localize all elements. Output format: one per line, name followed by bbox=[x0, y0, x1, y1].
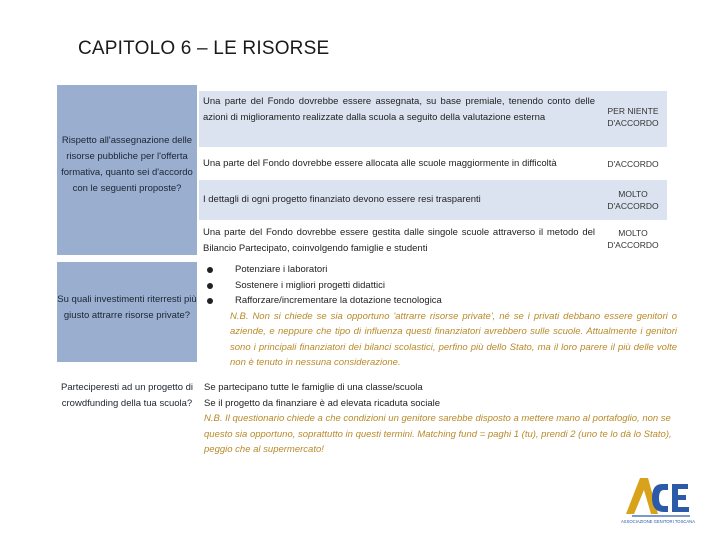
proposal-text: Una parte del Fondo dovrebbe essere assegnata, su base premiale, tenendo conto delle azioni di miglioramento realizzate dalla scuola a seguito della valutazione esterna bbox=[203, 96, 595, 123]
question-box-2 bbox=[57, 262, 197, 362]
proposal-row-1 bbox=[199, 91, 667, 147]
crowdfunding-answers bbox=[204, 380, 674, 458]
crowdfunding-condition: Se il progetto da finanziare è ad elevata ricaduta sociale bbox=[204, 397, 441, 409]
proposal-row-2 bbox=[199, 151, 667, 177]
proposal-text: Una parte del Fondo dovrebbe essere allocata alle scuole maggiormente in difficoltà bbox=[203, 158, 557, 169]
proposal-row-3 bbox=[199, 180, 667, 220]
answer-label: PER NIENTE D'ACCORDO bbox=[607, 106, 659, 128]
question-1-text: Rispetto all'assegnazione delle risorse pubbliche per l'offerta formativa, quanto sei d'accordo con le seguenti proposte? bbox=[61, 135, 193, 194]
age-logo bbox=[618, 470, 698, 530]
proposal-text: I dettagli di ogni progetto finanziato devono essere resi trasparenti bbox=[203, 194, 481, 205]
list-item: Sostenere i migliori progetti didattici bbox=[199, 278, 677, 294]
answer-label: D'ACCORDO bbox=[607, 159, 659, 169]
answer-label: MOLTO D'ACCORDO bbox=[607, 228, 659, 250]
investment-list bbox=[199, 262, 677, 371]
investment-note: N.B. Non si chiede se sia opportuno 'attrarre risorse private', né se i privati debbano essere genitori o aziende, e neppure che tipo di influenza questi finanziatori avrebbero sulle scuole. Attualmente i genitori sono i principali finanziatori dei bilanci scolastici, perfino più dello Stato, ma il loro parere il più delle volte non è tenuto in nessuna considerazione. bbox=[230, 310, 677, 368]
question-box-1 bbox=[57, 85, 197, 255]
question-box-3 bbox=[57, 368, 197, 478]
crowdfunding-condition: Se partecipano tutte le famiglie di una classe/scuola bbox=[204, 382, 423, 393]
question-2-text: Su quali investimenti riterresti più giusto attrarre risorse private? bbox=[57, 294, 197, 321]
question-3-text: Parteciperesti ad un progetto di crowdfunding della tua scuola? bbox=[60, 382, 194, 409]
crowdfunding-note: N.B. Il questionario chiede a che condizioni un genitore sarebbe disposto a mettere mano al portafoglio, non se questo sia opportuno, soprattutto in questi termini. Matching fund = paghi 1 (tu), prendi 2 (uno te lo dà lo Stato), peggio che al supermercato! bbox=[204, 413, 672, 455]
proposal-row-4 bbox=[199, 223, 667, 257]
bullet-icon bbox=[207, 283, 213, 289]
list-item: Potenziare i laboratori bbox=[199, 262, 677, 278]
answer-label: MOLTO D'ACCORDO bbox=[607, 189, 659, 211]
proposal-text: Una parte del Fondo dovrebbe essere gestita dalle singole scuole attraverso il metodo del Bilancio Partecipato, coinvolgendo famiglie e studenti bbox=[203, 227, 595, 254]
logo-caption: ASSOCIAZIONE GENITORI TOSCANA bbox=[621, 519, 695, 524]
bullet-icon bbox=[207, 298, 213, 304]
bullet-icon bbox=[207, 267, 213, 273]
list-item: Rafforzare/incrementare la dotazione tecnologica bbox=[199, 293, 677, 309]
logo-e-shape bbox=[672, 484, 689, 512]
page-title: CAPITOLO 6 – LE RISORSE bbox=[78, 38, 330, 59]
